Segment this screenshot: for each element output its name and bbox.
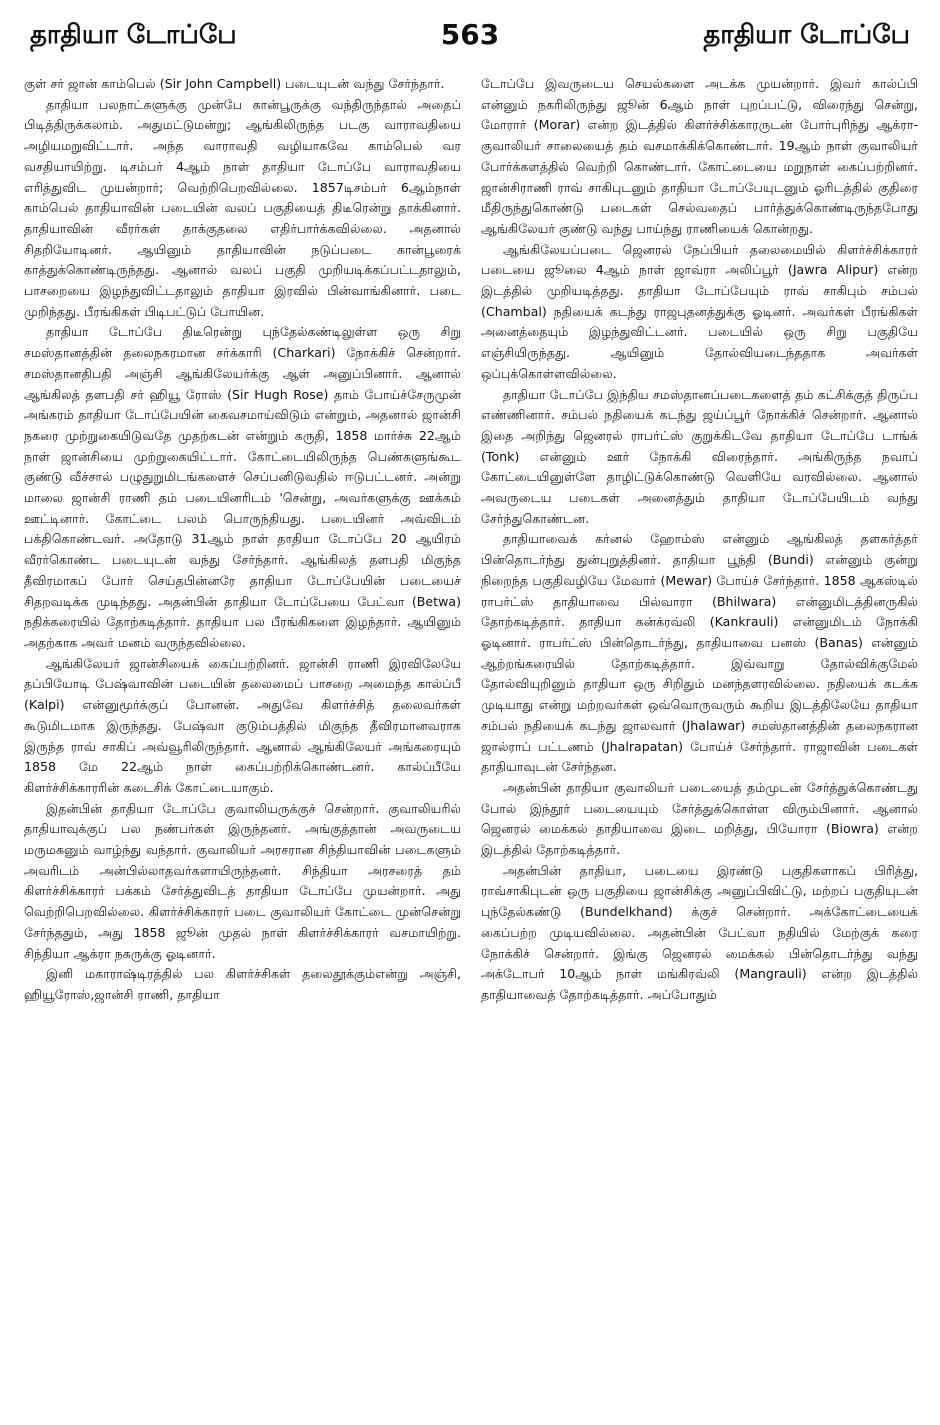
paragraph: அதன்பின் தாதியா குவாலியர் படையைத் தம்முடன் சேர்த்துக்கொண்டது போல் இந்தூர் படையையும் சேர்த்துக்கொள்ள விரும்பினார். ஆனால் ஜெனரல் மைக்கல் தாதியாவை இடை மறித்து, பியோரா (Biowra) என்ற இடத்தில் தோற்கடித்தார்.: [481, 779, 918, 858]
running-title-right: தாதியா டோப்பே: [703, 20, 910, 50]
paragraph: தாதியாவைக் கர்னல் ஹோம்ஸ் என்னும் ஆங்கிலத் தளகர்த்தர் பின்தொடர்ந்து துன்புறுத்தினர். தாதியா பூந்தி (Bundi) என்னும் குன்று நிறைந்த பகுதிவழியே மேவார் (Mewar) போய்ச் சேர்ந்தார். 1858 ஆகஸ்டில் ராபர்ட்ஸ் தாதியாவை பில்வாரா (Bhilwara) என்னுமிடத்தினருகில் தோற்கடித்தார். தாதியா கன்க்ரவ்லி (Kankrauli) என்னுமிடம் நோக்கி ஓடினார். ராபர்ட்ஸ் பின்தொடர்ந்து, தாதியாவை பனஸ் (Banas) என்னும் ஆற்றங்கரையில் தோற்கடித்தார். இவ்வாறு தோல்விக்குமேல் தோல்வியுறினும் தாதியா ஒரு சிறிதும் மனந்தளரவில்லை. நதியைக் கடக்க முடியாது என்று மற்றவர்கள் ஒவ்வொருவரும் கூறிய இடத்திலேயே தாதியா சம்பல் நதியைக் கடந்து ஜாலவார் (Jhalawar) சமஸ்தானத்தின் தலைநகரான ஜால்ராப் பட்டணம் (Jhalrapatan) போய்ச் சேர்ந்தார். ராஜாவின் படைகள் தாதியாவுடன் சேர்ந்தன.: [481, 531, 918, 775]
paragraph: ஆங்கிலேயர் ஜான்சியைக் கைப்பற்றினர். ஜான்சி ராணி இரவிலேயே தப்பியோடி பேஷ்வாவின் படையின் தலைமைப் பாசறை அமைந்த கால்ப்பீ (Kalpi) என்னுமூர்க்குப் போனன். அதுவே கிளர்ச்சித் தலைவர்கள் கூடுமிடமாக இருந்தது. பேஷ்வா குடும்பத்தில் மிகுந்த தீவிரமானவராக இருந்த ராவ் சாகிப் அவ்வூரிலிருந்தார். ஆனால் ஆங்கிலேயர் அங்கரையும் 1858 மே 22ஆம் நாள் கைப்பற்றிக்கொண்டனர். கால்ப்பீயே கிளர்ச்சிக்காரரின் கடைசிக் கோட்டையாகும்.: [24, 655, 461, 795]
paragraph: குள் சர் ஜான் காம்பெல் (Sir John Campbell) படையுடன் வந்து சேர்ந்தார்.: [24, 76, 445, 91]
paragraph: தாதியா டோப்பே திடீரென்று புந்தேல்கண்டிலுள்ள ஒரு சிறு சமஸ்தானத்தின் தலைநகரமான சர்க்காரி (Charkari) நோக்கிச் சென்றார். சமஸ்தானதிபதி அஞ்சி ஆங்கிலேயர்க்கு ஆள் அனுப்பினார். ஆனால் ஆங்கிலத் தளபதி சர் ஹியூ ரோஸ் (Sir Hugh Rose) தாம் போய்ச்சேருமுன் அங்கரம் தாதியா டோப்பேயின் கைவசமாய்விடும் என்றும், அதனால் ஜான்சி நகரை முற்றுகையிடுவதே முதற்கடன் என்றும் கருதி, 1858 மார்ச்சு 22ஆம் நாள் ஜான்சியை முற்றுகையிட்டார். கோட்டையிலிருந்த பெண்களுங்கூட குண்டு வீச்சால் பழுதுறுமிடங்களைச் செப்பனிடுவதில் ஈடுபட்டனர். அன்று மாலை ஜான்சி ராணி தம் படையினரிடம் 'சென்று, அவர்களுக்கு ஊக்கம் ஊட்டினார். கோட்டை பலம் பொருந்தியது. படையினர் அவ்விடம் பக்திகொண்டவர். அதோடு 31ஆம் நாள் தாதியா டோப்பே 20 ஆயிரம் வீரர்கொண்ட படையுடன் வந்து சேர்ந்தார். ஆங்கிலத் தளபதி மிகுந்த தீவிரமாகப் போர் செய்தபின்னரே தாதியா டோப்பேயின் படையைச் சிதறவடிக்க முடிந்தது. அதன்பின் தாதியா டோப்பேயை பேட்வா (Betwa) நதிக்கரையில் தோற்கடித்தார். தாதியா பல பீரங்கிகளை இழந்தார். ஆயினும் அதற்காக அவர் மனம் வருந்தவில்லை.: [24, 324, 461, 650]
paragraph: இனி மகாராஷ்டிரத்தில் பல கிளர்ச்சிகள் தலைதூக்கும்என்று அஞ்சி, ஹியூரோஸ்,ஜான்சி ராணி, தாதியா: [24, 966, 461, 1002]
paragraph: டோப்பே இவருடைய செயல்களை அடக்க முயன்றார். இவர் கால்ப்பி என்னும் நகரிலிருந்து ஜூன் 6ஆம் நாள் புறப்பட்டு, விரைந்து சென்று, மோரார் (Morar) என்ற இடத்தில் கிளர்ச்சிக்காரருடன் போர்புரிந்து ஆக்ரா-குவாலியர் சாலையைத் தம் வசமாக்கிக்கொண்டார். 19ஆம் நாள் குவாலியர் போர்க்களத்தில் வெற்றி கொண்டார். கோட்டையை மறுநாள் கைப்பற்றினர். ஜான்சிராணி ராவ் சாகிபுடனும் தாதியா டோப்பேயுடனும் ஓரிடத்தில் குதிரை மீதிருந்துகொண்டு படைகள் செல்வதைப் பார்த்துக்கொண்டிருந்தபோது ஆங்கிலேயர் குண்டு வந்து பாய்ந்து ராணியைக் கொன்றது.: [481, 76, 918, 236]
running-title-left: தாதியா டோப்பே: [30, 20, 237, 50]
paragraph: தாதியா பலநாட்களுக்கு முன்பே கான்பூருக்கு வந்திருந்தால் அதைப் பிடித்திருக்கலாம். அதுமட்டுமன்று; ஆங்கிலிருந்த படகு வாராவதியை அழியமறுவிட்டார். அந்த வாராவதி வழியாகவே காம்பெல் வர வசதியாயிற்று. டிசம்பர் 4ஆம் நாள் தாதியா டோப்பே வாராவதியை எரித்துவிட முயன்றார்; வெற்றிபெறவில்லை. 1857டிசம்பர் 6ஆம்நாள் காம்பெல் தாதியாவின் படையின் வலப் பகுதியைத் திடீரென்று தாக்கினார். தாதியாவின் வீரர்கள் தாக்குதலை எதிர்பார்க்கவில்லை. அதனால் சிதறியோடினர். ஆயினும் தாதியாவின் நடுப்படை கான்பூரைக் காத்துக்கொண்டிருந்தது. ஆனால் வலப் பகுதி முறியடிக்கப்பட்டதாலும், பாசறையை இழந்துவிட்டதாலும் தாதியா இரவில் பின்வாங்கினார். படை முறிந்தது. பீரங்கிகள் பிடிபட்டுப் போயின.: [24, 96, 461, 319]
paragraph: தாதியா டோப்பே இந்திய சமஸ்தானப்படைகளைத் தம் கட்சிக்குத் திருப்ப எண்ணினார். சம்பல் நதியைக் கடந்து ஜய்ப்பூர் நோக்கிச் சென்றார். ஆனால் இதை அறிந்து ஜெனரல் ராபர்ட்ஸ் குறுக்கிடவே தாதியா டோப்பே டாங்க் (Tonk) என்னும் ஊர் நோக்கி விரைந்தார். அங்கிருந்த நவாப் கோட்டையினுள்ளே தாழிட்டுக்கொண்டு வெளியே வரவில்லை. ஆனால் அவருடைய படைகள் அனைத்தும் தாதியா டோப்பேயிடம் வந்து சேர்ந்துகொண்டன.: [481, 386, 918, 526]
paragraph: அதன்பின் தாதியா, படையை இரண்டு பகுதிகளாகப் பிரித்து, ராவ்சாகிபுடன் ஒரு பகுதியை ஜான்சிக்கு அனுப்பிவிட்டு, மற்றப் பகுதியுடன் புந்தேல்கண்டு (Bundelkhand) க்குச் சென்றார். அக்கோட்டையைக் கைப்பற்ற முடியவில்லை. அதன்பின் பேட்வா நதியில் மேற்குக் கரை நோக்கிச் சென்றார். இங்கு ஜெனரல் மைக்கல் பின்தொடர்ந்து வந்து அக்டோபர் 10ஆம் நாள் மங்கிரவ்லி (Mangrauli) என்ற இடத்தில் தாதியாவைத் தோற்கடித்தார். அப்போதும்: [481, 862, 918, 1002]
right-column: [481, 74, 918, 1414]
paragraph: இதன்பின் தாதியா டோப்பே குவாலியருக்குச் சென்றார். குவாலியரில் தாதியாவுக்குப் பல நண்பர்கள் இருந்தனர். அங்குத்தான் அவருடைய மருமகனும் வாழ்ந்து வந்தார். குவாலியர் அரசரான சிந்தியாவின் படைகளும் அவரிடம் அன்பில்லாதவர்களாயிருந்தனர். சிந்தியா அரசரைத் தம் கிளர்ச்சிக்காரர் பக்கம் சேர்த்துவிடத் தாதியா டோப்பே முயன்றார். அது வெற்றிபெறவில்லை. கிளர்ச்சிக்காரர் படை குவாலியர் கோட்டை முன்சென்று சேர்ந்ததும், அது 1858 ஜூன் முதல் நாள் கிளர்ச்சிக்காரர் வசமாயிற்று. சிந்தியா ஆக்ரா நகருக்கு ஓடினார்.: [24, 800, 461, 961]
paragraph: ஆங்கிலேயப்படை ஜெனரல் நேப்பியர் தலைமையில் கிளர்ச்சிக்காரர் படையை ஜூலை 4ஆம் நாள் ஜாவ்ரா அலிப்பூர் (Jawra Alipur) என்ற இடத்தில் முறியடித்தது. தாதியா டோப்பேயும் ராவ் சாகிபும் சம்பல் (Chambal) நதியைக் கடந்து ராஜபுதனத்துக்கு ஓடினர். அவர்கள் பீரங்கிகள் அனைத்தையும் இழந்துவிட்டனர். படையில் ஒரு சிறு பகுதியே எஞ்சியிருந்தது. ஆயினும் தோல்வியடைந்ததாக அவர்கள் ஒப்புக்கொள்ளவில்லை.: [481, 241, 918, 381]
left-column: [24, 74, 461, 1414]
page-number: 563: [440, 18, 500, 51]
